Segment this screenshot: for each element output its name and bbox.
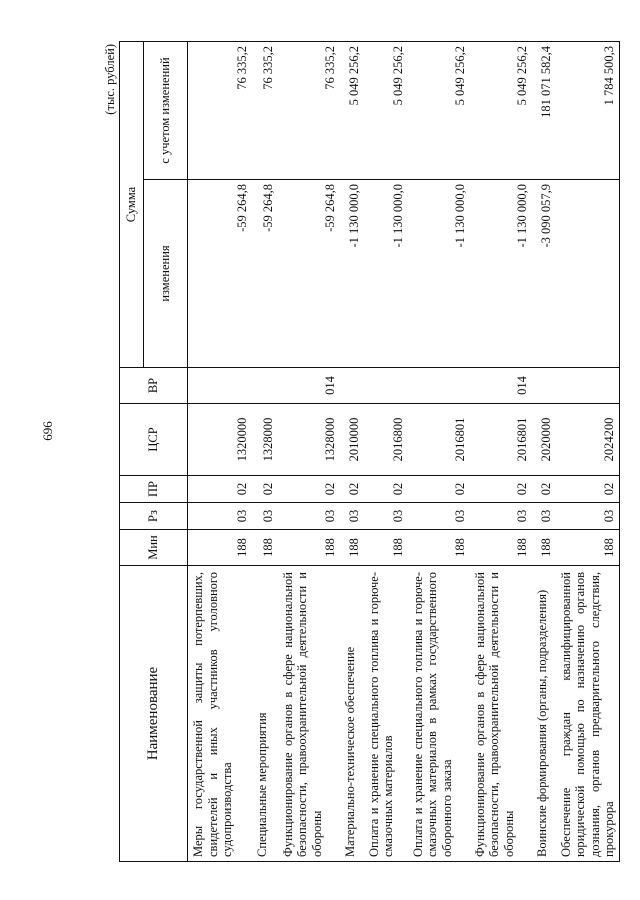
row-pr: 02 [252,476,278,503]
header-vr: ВР [120,368,188,404]
row-name: Оплата и хранение специального топлива и горюче-смазочных материалов [364,566,408,862]
units-label: (тыс. рублей) [103,44,117,115]
row-pr: 02 [364,476,408,503]
row-min: 188 [278,530,340,566]
row-csr: 1320000 [188,404,252,476]
row-total: 181 071 582,4 [532,42,556,180]
row-rz: 03 [278,503,340,530]
row-csr: 1328000 [278,404,340,476]
row-change [556,180,620,368]
row-rz: 03 [188,503,252,530]
row-name: Функционирование органов в сфере национальной безопасности, правоохранительной деятельности и обороны [278,566,340,862]
row-vr: 014 [470,368,532,404]
row-min: 188 [470,530,532,566]
row-change: -1 130 000,0 [364,180,408,368]
table-row [408,42,470,862]
row-rz: 03 [470,503,532,530]
row-csr: 2016801 [470,404,532,476]
row-pr: 02 [340,476,364,503]
budget-table-page [95,42,616,862]
row-total: 76 335,2 [188,42,252,180]
row-change: -59 264,8 [252,180,278,368]
row-vr [408,368,470,404]
row-rz: 03 [340,503,364,530]
header-change: изменения [144,180,188,368]
header-sum: Сумма [120,42,144,368]
row-total: 1 784 500,3 [556,42,620,180]
row-min: 188 [532,530,556,566]
row-name: Функционирование органов в сфере национальной безопасности, правоохранительной деятельности и обороны [470,566,532,862]
table-row [470,42,532,862]
row-pr: 02 [556,476,620,503]
row-total: 5 049 256,2 [408,42,470,180]
table-row [278,42,340,862]
table-row [556,42,620,862]
row-rz: 03 [556,503,620,530]
row-name: Воинские формирования (органы, подразделения) [532,566,556,862]
row-vr [532,368,556,404]
row-csr: 2016800 [364,404,408,476]
row-rz: 03 [364,503,408,530]
header-with-change: с учетом изменений [144,42,188,180]
row-change: -3 090 057,9 [532,180,556,368]
row-name: Материально-техническое обеспечение [340,566,364,862]
header-name: Наименование [120,566,188,862]
header-min: Мин [120,530,188,566]
row-change: -1 130 000,0 [340,180,364,368]
row-csr: 2024200 [556,404,620,476]
row-vr: 014 [278,368,340,404]
row-rz: 03 [532,503,556,530]
row-csr: 2016801 [408,404,470,476]
table-row [252,42,278,862]
row-min: 188 [364,530,408,566]
table-row [340,42,364,862]
budget-table [119,41,620,862]
row-min: 188 [556,530,620,566]
row-csr: 1328000 [252,404,278,476]
row-pr: 02 [470,476,532,503]
row-change: -59 264,8 [278,180,340,368]
row-rz: 03 [408,503,470,530]
row-change: -1 130 000,0 [470,180,532,368]
row-min: 188 [188,530,252,566]
row-total: 5 049 256,2 [364,42,408,180]
row-total: 5 049 256,2 [470,42,532,180]
table-row [188,42,252,862]
row-pr: 02 [278,476,340,503]
row-vr [340,368,364,404]
row-min: 188 [340,530,364,566]
row-change: -59 264,8 [188,180,252,368]
row-name: Обеспечение граждан квалифицированной юридической помощью по назначению органов дознания, органов предварительного следствия, прокурора [556,566,620,862]
row-total: 76 335,2 [252,42,278,180]
row-rz: 03 [252,503,278,530]
table-row [364,42,408,862]
row-pr: 02 [532,476,556,503]
row-name: Специальные мероприятия [252,566,278,862]
header-pr: ПР [120,476,188,503]
row-vr [188,368,252,404]
page-number: 696 [40,421,55,441]
header-rz: Рз [120,503,188,530]
row-min: 188 [408,530,470,566]
row-vr [364,368,408,404]
row-total: 5 049 256,2 [340,42,364,180]
row-change: -1 130 000,0 [408,180,470,368]
row-pr: 02 [188,476,252,503]
row-min: 188 [252,530,278,566]
row-name: Меры государственной защиты потерпевших, свидетелей и иных участников уголовного судопроизводства [188,566,252,862]
row-name: Оплата и хранение специального топлива и горюче-смазочных материалов в рамках государственного оборонного заказа [408,566,470,862]
header-csr: ЦСР [120,404,188,476]
row-pr: 02 [408,476,470,503]
row-vr [252,368,278,404]
row-total: 76 335,2 [278,42,340,180]
row-csr: 2010000 [340,404,364,476]
table-row [532,42,556,862]
row-vr [556,368,620,404]
row-csr: 2020000 [532,404,556,476]
